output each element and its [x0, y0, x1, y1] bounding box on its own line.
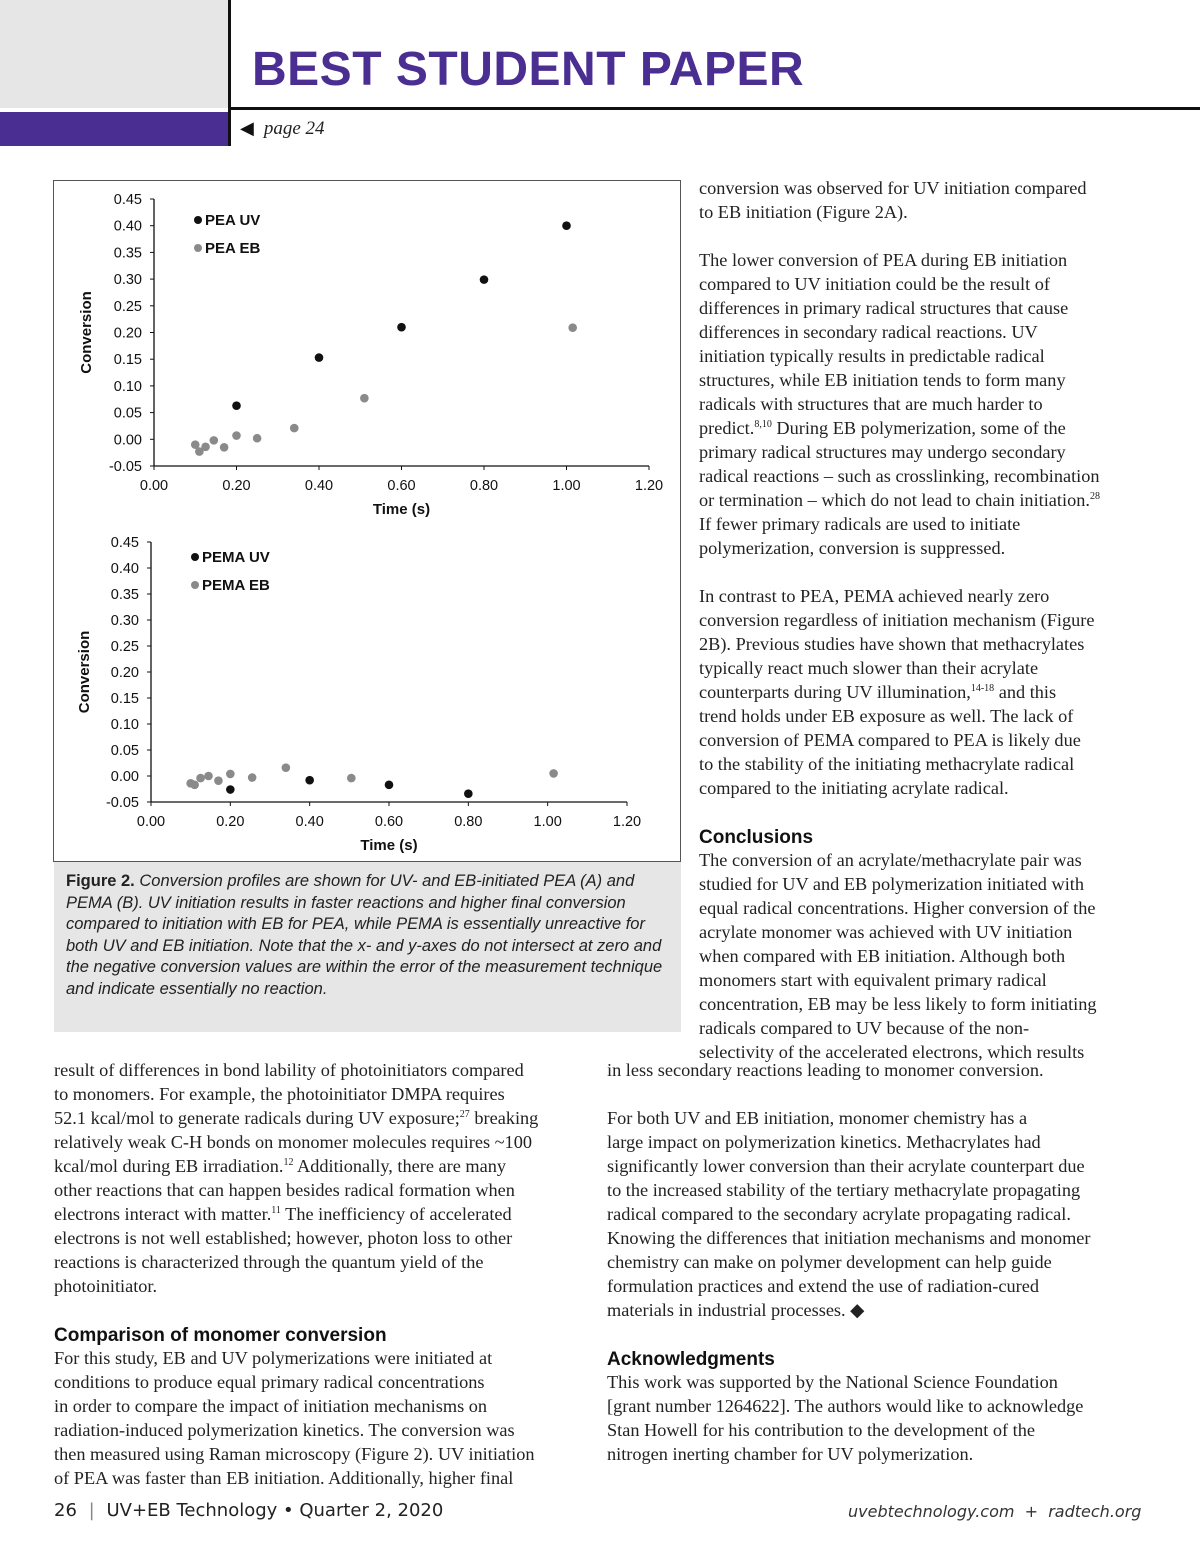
citation-superscript: 11: [271, 1204, 281, 1216]
text-segment: result of differences in bond lability of photoinitiators compared: [54, 1060, 524, 1080]
y-axis-label: Conversion: [78, 291, 95, 374]
text-line: [699, 752, 1100, 776]
text-segment: monomers start with equivalent primary radical: [699, 970, 1047, 990]
text-segment: in less secondary reactions leading to monomer conversion.: [607, 1060, 1044, 1080]
data-point: [232, 431, 241, 440]
x-axis-label: Time (s): [372, 501, 431, 518]
text-segment: predict.: [699, 418, 755, 438]
y-tick-label: 0.35: [113, 245, 142, 262]
data-point: [190, 781, 199, 790]
footer-publication: [54, 1500, 443, 1521]
text-line: [699, 680, 1100, 704]
caption-label: Figure 2.: [66, 872, 135, 890]
data-point: [385, 781, 394, 790]
text-segment: initiation typically results in predictable radical: [699, 346, 1045, 366]
y-tick-label: 0.00: [113, 432, 142, 449]
text-line: [699, 440, 1100, 464]
citation-superscript: 14-18: [970, 682, 995, 694]
text-line: [699, 920, 1100, 944]
text-line: [699, 1016, 1100, 1040]
text-line: [54, 1370, 538, 1394]
text-segment: typically react much slower than their acrylate: [699, 658, 1039, 678]
text-line: [699, 728, 1100, 752]
text-line: [699, 896, 1100, 920]
x-tick-label: 0.00: [139, 478, 169, 494]
text-segment: then measured using Raman microscopy (Figure 2). UV initiation: [54, 1444, 535, 1464]
text-segment: large impact on polymerization kinetics. Methacrylates had: [607, 1132, 1041, 1152]
text-segment: counterparts during UV illumination,: [699, 682, 971, 702]
text-segment: The inefficiency of accelerated: [280, 1204, 512, 1224]
footer-separator: |: [88, 1500, 95, 1521]
data-point: [464, 789, 473, 798]
text-segment: photoinitiator.: [54, 1276, 158, 1296]
x-axis-label: Time (s): [360, 837, 418, 854]
text-line: [699, 776, 1100, 800]
text-line: [607, 1154, 1091, 1178]
text-line: [607, 1130, 1091, 1154]
y-tick-label: 0.30: [110, 613, 139, 629]
y-tick-label: 0.20: [113, 325, 142, 342]
text-line: [54, 1442, 538, 1466]
x-tick-label: 1.00: [552, 478, 581, 494]
data-point: [360, 394, 369, 403]
x-tick-label: 0.80: [454, 814, 483, 830]
legend-marker: [194, 216, 202, 224]
text-segment: If fewer primary radicals are used to initiate: [699, 514, 1021, 534]
left-column-bottom: [54, 1058, 538, 1490]
y-tick-label: 0.25: [113, 298, 142, 315]
text-segment: Stan Howell for his contribution to the development of the: [607, 1420, 1036, 1440]
text-segment: In contrast to PEA, PEMA achieved nearly zero: [699, 586, 1050, 606]
text-line: [699, 368, 1100, 392]
right-column-top: [699, 176, 1100, 1064]
caption-text: Conversion profiles are shown for UV- and EB-initiated PEA (A) and PEMA (B). UV initiation results in faster reactions and higher final conversion compared to initiation with EB for PEA, while PEMA is essentially unreactive for both UV and EB initiation. Note that the x- and y-axes do not intersect at zero and the negative conversion values are within the error of the measurement technique and indicate essentially no reaction.: [66, 872, 663, 998]
x-tick-label: 0.20: [222, 478, 251, 494]
legend-marker: [191, 581, 199, 589]
x-tick-label: 0.60: [387, 478, 416, 494]
text-line: [607, 1298, 1091, 1322]
text-line: [54, 1130, 538, 1154]
data-point: [214, 776, 223, 785]
text-line: [607, 1274, 1091, 1298]
y-tick-label: 0.30: [113, 272, 142, 289]
header-divider-horizontal: [228, 107, 1200, 110]
y-tick-label: -0.05: [105, 795, 139, 811]
text-segment: The conversion of an acrylate/methacrylate pair was: [699, 850, 1082, 870]
paragraph-gap: [699, 224, 1100, 248]
data-point: [347, 774, 356, 783]
text-segment: trend holds under EB exposure as well. The lack of: [699, 706, 1074, 726]
x-tick-label: 1.20: [612, 814, 642, 830]
text-segment: radical compared to the secondary acrylate propagating radical.: [607, 1204, 1071, 1224]
text-line: [699, 608, 1100, 632]
text-segment: of PEA was faster than EB initiation. Additionally, higher final: [54, 1468, 514, 1488]
text-segment: 52.1 kcal/mol to generate radicals during UV exposure;: [54, 1108, 460, 1128]
y-tick-label: 0.35: [110, 587, 139, 603]
text-segment: conditions to produce equal primary radical concentrations: [54, 1372, 485, 1392]
text-segment: differences in secondary radical reactions. UV: [699, 322, 1038, 342]
data-point: [201, 442, 210, 451]
text-line: [54, 1178, 538, 1202]
y-axis-label: Conversion: [76, 630, 93, 714]
text-line: [54, 1418, 538, 1442]
text-line: [54, 1466, 538, 1490]
previous-page-link[interactable]: [240, 118, 325, 140]
y-tick-label: -0.05: [108, 459, 142, 475]
text-line: [699, 248, 1100, 272]
data-point: [226, 785, 235, 794]
text-line: [699, 872, 1100, 896]
section-title: BEST STUDENT PAPER: [252, 43, 805, 96]
y-tick-label: 0.10: [113, 378, 142, 395]
header-divider-vertical: [228, 0, 231, 146]
text-segment: or termination – which do not lead to chain initiation.: [699, 490, 1090, 510]
data-point: [305, 776, 314, 785]
text-line: [699, 200, 1100, 224]
text-segment: chemistry can make on polymer development can help guide: [607, 1252, 1052, 1272]
figure-2-box: [53, 180, 681, 862]
text-segment: concentration, EB may be less likely to form initiating: [699, 994, 1097, 1014]
text-segment: kcal/mol during EB irradiation.: [54, 1156, 284, 1176]
text-segment: Additionally, there are many: [293, 1156, 507, 1176]
text-line: [699, 632, 1100, 656]
text-line: [607, 1202, 1091, 1226]
paragraph-gap: [54, 1298, 538, 1322]
data-point: [204, 772, 213, 781]
y-tick-label: 0.10: [110, 717, 139, 733]
text-line: [699, 512, 1100, 536]
data-point: [232, 401, 241, 410]
text-segment: and this: [994, 682, 1057, 702]
chart-pema-conversion: [54, 526, 680, 861]
x-tick-label: 0.40: [295, 814, 324, 830]
text-line: [607, 1058, 1091, 1082]
text-line: [699, 656, 1100, 680]
header-grey-block: [0, 0, 228, 108]
text-segment: when compared with EB initiation. Although both: [699, 946, 1066, 966]
text-line: [607, 1370, 1091, 1394]
y-tick-label: 0.05: [113, 405, 142, 422]
text-segment: radiation-induced polymerization kinetics. The conversion was: [54, 1420, 515, 1440]
text-segment: materials in industrial processes. ◆: [607, 1300, 865, 1320]
text-segment: This work was supported by the National Science Foundation: [607, 1372, 1058, 1392]
text-line: [54, 1082, 538, 1106]
legend-label: PEA EB: [205, 240, 261, 257]
text-segment: electrons is not well established; however, photon loss to other: [54, 1228, 513, 1248]
text-line: [607, 1178, 1091, 1202]
text-line: [607, 1418, 1091, 1442]
text-segment: conversion was observed for UV initiation compared: [699, 178, 1087, 198]
data-point: [290, 424, 299, 433]
data-point: [397, 323, 406, 332]
text-segment: For this study, EB and UV polymerizations were initiated at: [54, 1348, 493, 1368]
legend-marker: [191, 553, 199, 561]
footer-publication-name: UV+EB Technology • Quarter 2, 2020: [106, 1500, 444, 1521]
text-segment: breaking: [469, 1108, 539, 1128]
text-line: [607, 1226, 1091, 1250]
y-tick-label: 0.20: [110, 665, 139, 681]
y-tick-label: 0.00: [110, 769, 139, 785]
text-segment: polymerization, conversion is suppressed.: [699, 538, 1006, 558]
y-tick-label: 0.40: [110, 561, 139, 577]
paragraph-gap: [699, 800, 1100, 824]
text-segment: equal radical concentrations. Higher conversion of the: [699, 898, 1096, 918]
text-segment: in order to compare the impact of initiation mechanisms on: [54, 1396, 488, 1416]
text-line: [699, 848, 1100, 872]
text-segment: radical reactions – such as crosslinking, recombination: [699, 466, 1100, 486]
text-segment: structures, while EB initiation tends to form many: [699, 370, 1066, 390]
data-point: [480, 275, 489, 284]
section-heading: Comparison of monomer conversion: [54, 1325, 387, 1346]
text-line: [607, 1442, 1091, 1466]
text-line: [54, 1274, 538, 1298]
text-line: [607, 1106, 1091, 1130]
data-point: [248, 773, 257, 782]
text-segment: selectivity of the accelerated electrons, which results: [699, 1042, 1085, 1062]
text-segment: formulation practices and extend the use of radiation-cured: [607, 1276, 1039, 1296]
data-point: [282, 763, 291, 772]
text-line: [699, 416, 1100, 440]
text-segment: to the stability of the initiating methacrylate radical: [699, 754, 1075, 774]
page-ref-text: page 24: [263, 118, 325, 139]
x-tick-label: 0.20: [216, 814, 245, 830]
citation-superscript: 27: [459, 1108, 470, 1120]
text-segment: nitrogen inerting chamber for UV polymerization.: [607, 1444, 974, 1464]
text-line: [54, 1394, 538, 1418]
data-point: [253, 434, 262, 443]
data-point: [549, 769, 558, 778]
text-line: [54, 1202, 538, 1226]
legend-label: PEMA EB: [202, 577, 270, 594]
data-point: [568, 323, 577, 332]
text-segment: relatively weak C-H bonds on monomer molecules requires ~100: [54, 1132, 532, 1152]
data-point: [226, 770, 235, 779]
text-segment: studied for UV and EB polymerization initiated with: [699, 874, 1085, 894]
figure-caption: [54, 862, 681, 1032]
text-segment: to EB initiation (Figure 2A).: [699, 202, 908, 222]
left-triangle-icon: ◀: [240, 118, 254, 138]
y-tick-label: 0.40: [113, 218, 142, 235]
text-segment: During EB polymerization, some of the: [771, 418, 1066, 438]
y-tick-label: 0.45: [113, 192, 142, 208]
text-segment: to monomers. For example, the photoinitiator DMPA requires: [54, 1084, 505, 1104]
legend-label: PEA UV: [205, 212, 261, 229]
paragraph-gap: [607, 1322, 1091, 1346]
text-line: [699, 392, 1100, 416]
legend-label: PEMA UV: [202, 549, 270, 566]
citation-superscript: 8,10: [754, 418, 772, 430]
text-segment: The lower conversion of PEA during EB initiation: [699, 250, 1068, 270]
data-point: [210, 436, 219, 445]
x-tick-label: 1.00: [533, 814, 562, 830]
right-column-bottom: [607, 1058, 1091, 1466]
legend-marker: [194, 244, 202, 252]
text-segment: For both UV and EB initiation, monomer chemistry has a: [607, 1108, 1028, 1128]
paragraph-gap: [699, 560, 1100, 584]
text-segment: primary radical structures may undergo secondary: [699, 442, 1066, 462]
text-line: [699, 704, 1100, 728]
text-line: [607, 1250, 1091, 1274]
footer-websites[interactable]: uvebtechnology.com + radtech.org: [848, 1502, 1142, 1521]
data-point: [196, 774, 205, 783]
text-segment: other reactions that can happen besides radical formation when: [54, 1180, 515, 1200]
x-tick-label: 0.60: [374, 814, 404, 830]
section-heading: Acknowledgments: [607, 1349, 775, 1370]
y-tick-label: 0.15: [110, 691, 139, 707]
text-segment: electrons interact with matter.: [54, 1204, 272, 1224]
text-segment: radicals with structures that are much harder to: [699, 394, 1043, 414]
text-segment: conversion of PEMA compared to PEA is likely due: [699, 730, 1081, 750]
text-line: [699, 488, 1100, 512]
text-segment: differences in primary radical structures that cause: [699, 298, 1069, 318]
x-tick-label: 0.40: [304, 478, 334, 494]
citation-superscript: 28: [1089, 490, 1100, 502]
text-line: [54, 1154, 538, 1178]
x-tick-label: 0.00: [136, 814, 166, 830]
data-point: [315, 353, 324, 362]
text-line: [54, 1250, 538, 1274]
text-segment: [grant number 1264622]. The authors would like to acknowledge: [607, 1396, 1084, 1416]
footer-page-number: 26: [54, 1500, 77, 1521]
data-point: [562, 221, 571, 230]
data-point: [220, 443, 229, 452]
x-tick-label: 0.80: [469, 478, 499, 494]
text-line: [699, 344, 1100, 368]
citation-superscript: 12: [283, 1156, 294, 1168]
y-tick-label: 0.45: [110, 535, 139, 551]
x-tick-label: 1.20: [634, 478, 664, 494]
y-tick-label: 0.25: [110, 639, 139, 655]
text-segment: compared to UV initiation could be the result of: [699, 274, 1050, 294]
text-line: [54, 1058, 538, 1082]
y-tick-label: 0.15: [113, 352, 142, 369]
text-line: [699, 992, 1100, 1016]
text-line: [699, 536, 1100, 560]
text-segment: acrylate monomer was achieved with UV initiation: [699, 922, 1073, 942]
text-segment: to the increased stability of the tertiary methacrylate propagating: [607, 1180, 1081, 1200]
text-line: [699, 464, 1100, 488]
text-line: [54, 1106, 538, 1130]
text-segment: significantly lower conversion than their acrylate counterpart due: [607, 1156, 1085, 1176]
text-line: [699, 944, 1100, 968]
header-purple-bar: [0, 112, 228, 146]
text-segment: reactions is characterized through the quantum yield of the: [54, 1252, 484, 1272]
text-line: [699, 968, 1100, 992]
text-line: [699, 272, 1100, 296]
text-line: [699, 296, 1100, 320]
text-line: [699, 584, 1100, 608]
text-segment: compared to the initiating acrylate radical.: [699, 778, 1009, 798]
chart-pea-conversion: [54, 181, 680, 526]
text-line: [54, 1346, 538, 1370]
text-segment: conversion regardless of initiation mechanism (Figure: [699, 610, 1095, 630]
text-line: [607, 1394, 1091, 1418]
text-segment: 2B). Previous studies have shown that methacrylates: [699, 634, 1085, 654]
paragraph-gap: [607, 1082, 1091, 1106]
section-heading: Conclusions: [699, 827, 814, 848]
text-line: [699, 176, 1100, 200]
text-segment: radicals compared to UV because of the non-: [699, 1018, 1030, 1038]
text-line: [54, 1226, 538, 1250]
text-segment: Knowing the differences that initiation mechanisms and monomer: [607, 1228, 1091, 1248]
y-tick-label: 0.05: [110, 743, 139, 759]
text-line: [699, 320, 1100, 344]
